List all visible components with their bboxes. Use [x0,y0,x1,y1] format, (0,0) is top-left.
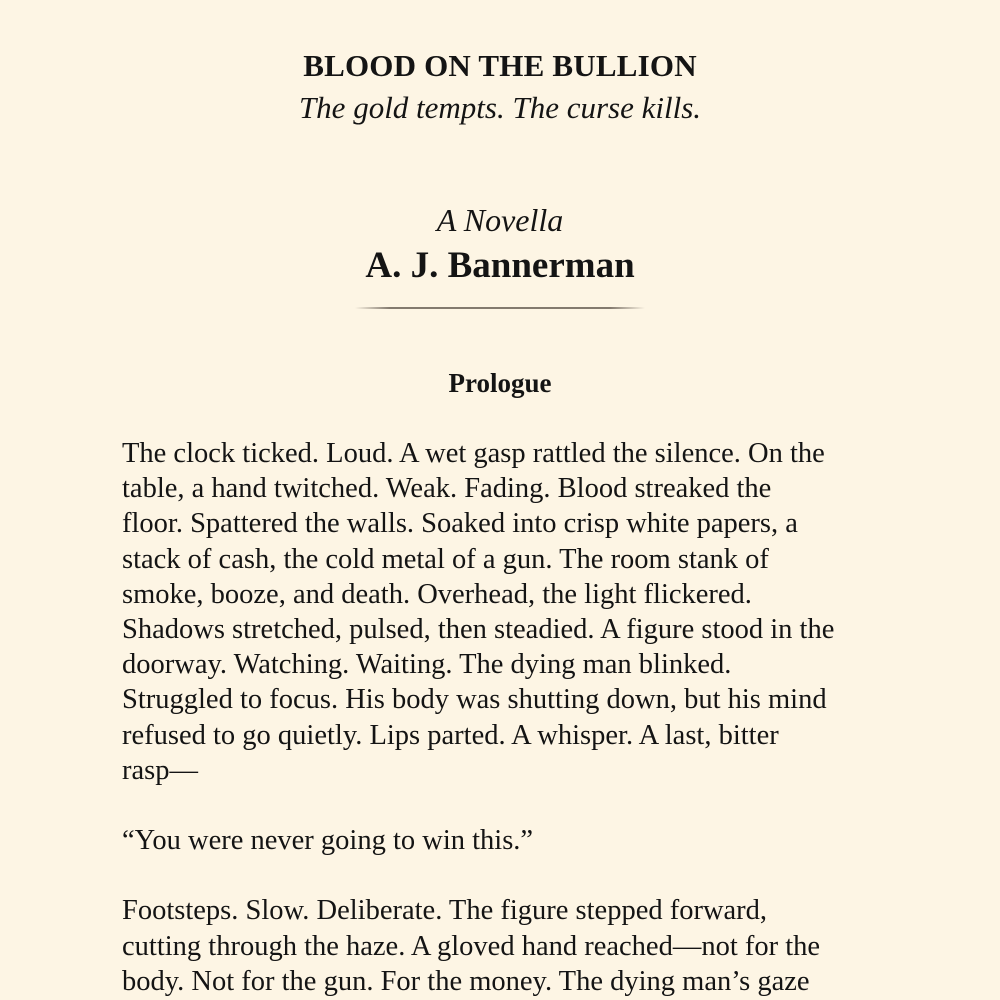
body-line: “You were never going to win this.” [122,825,534,857]
body-line: body. Not for the gun. For the money. The dying man’s gaze [122,965,810,997]
body-line: floor. Spattered the walls. Soaked into crisp white papers, a [122,508,798,540]
book-title: BLOOD ON THE BULLION [303,48,697,83]
body-line: cutting through the haze. A gloved hand reached—not for the [122,930,821,962]
body-line: refused to go quietly. Lips parted. A whisper. A last, bitter [122,719,779,751]
chapter-heading: Prologue [448,368,552,398]
divider-rule [355,307,645,309]
body-line: Shadows stretched, pulsed, then steadied. A figure stood in the [122,613,835,645]
body-line: rasp— [122,754,198,786]
body-line: doorway. Watching. Waiting. The dying man blinked. [122,649,732,681]
paragraph-gap [122,858,892,893]
body-line: smoke, booze, and death. Overhead, the light flickered. [122,578,752,610]
book-subtitle: A Novella [436,202,564,238]
chapter-body [122,436,892,999]
body-line: Footsteps. Slow. Deliberate. The figure stepped forward, [122,895,768,927]
book-tagline: The gold tempts. The curse kills. [298,90,702,125]
body-line: stack of cash, the cold metal of a gun. The room stank of [122,543,769,575]
body-line: Struggled to focus. His body was shutting down, but his mind [122,684,827,716]
body-line: The clock ticked. Loud. A wet gasp rattled the silence. On the [122,438,825,469]
author-name: A. J. Bannerman [365,245,635,286]
paragraph-gap [122,788,892,823]
body-line: table, a hand twitched. Weak. Fading. Blood streaked the [122,473,772,505]
